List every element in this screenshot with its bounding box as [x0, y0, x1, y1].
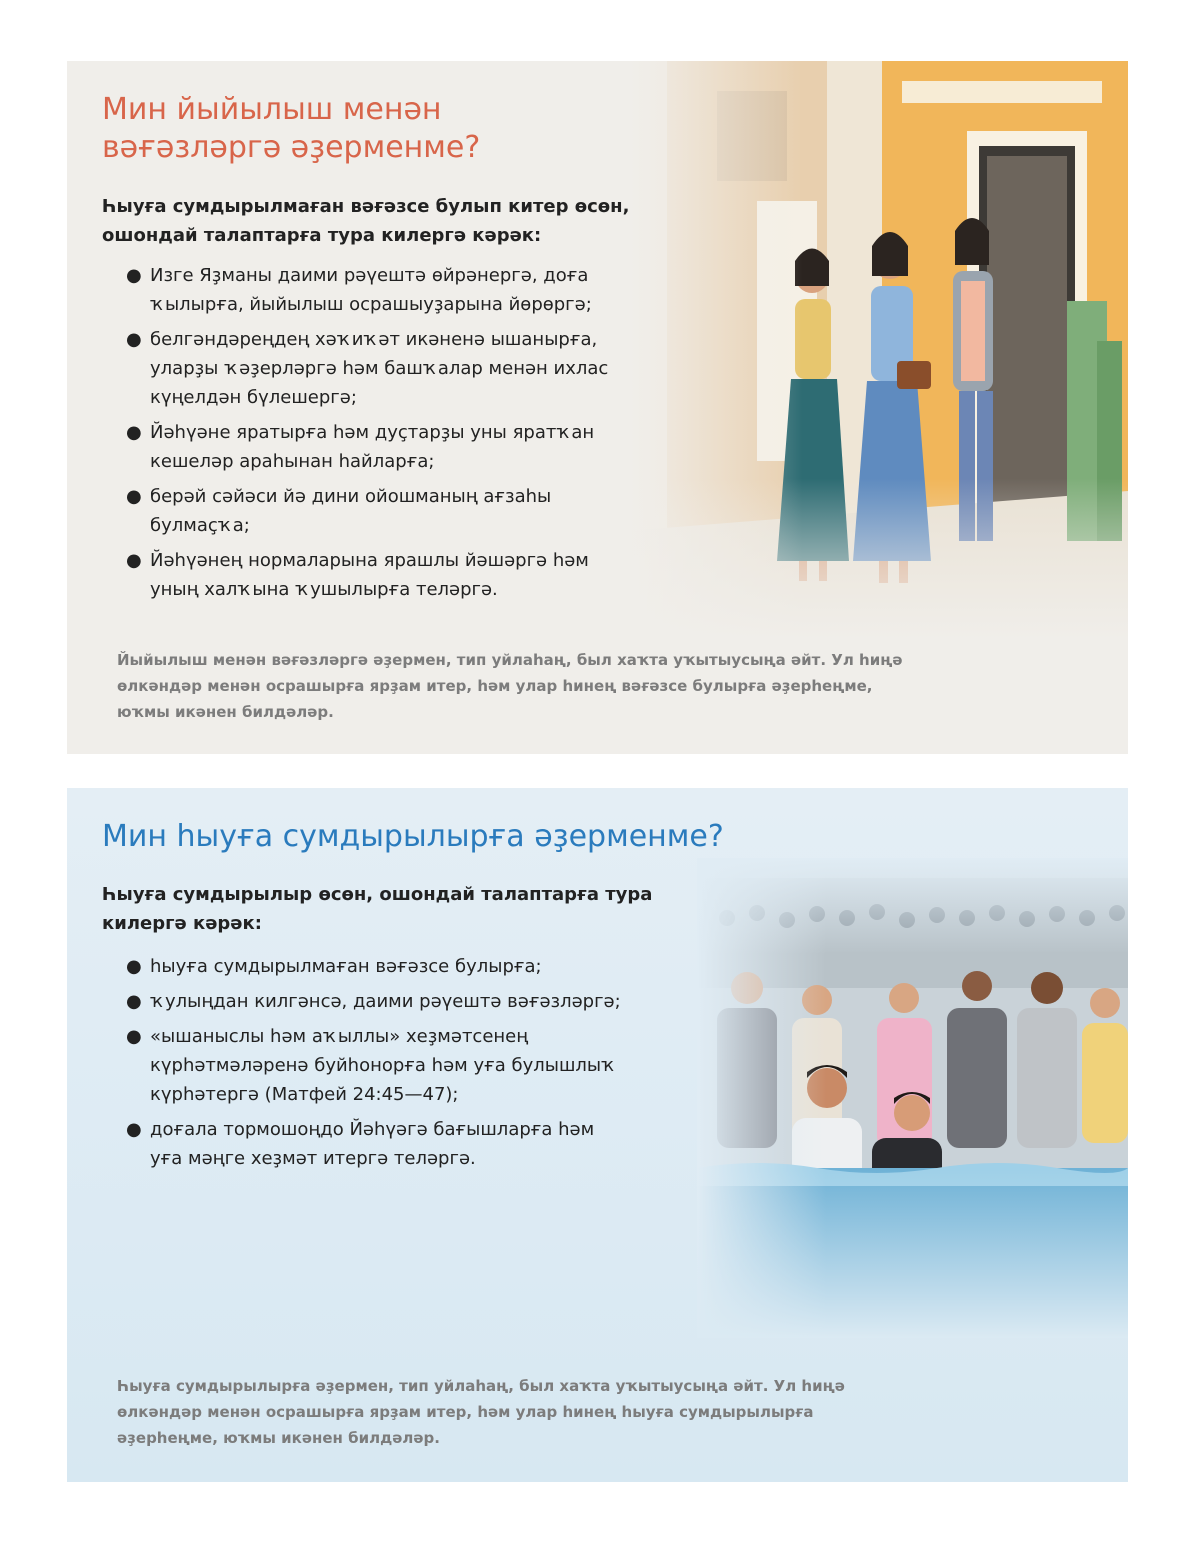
baptism-illustration	[697, 858, 1128, 1338]
requirements-list	[102, 261, 632, 610]
page-title: Мин йыйылыш менән вәғәзләргә әҙерменме?	[102, 92, 481, 165]
baptism-panel	[67, 788, 1128, 1482]
list-item: ● берәй сәйәси йә дини ойошманың ағзаһы булмаҫҡа;	[102, 482, 632, 540]
preach-panel	[67, 61, 1128, 754]
page-title: Мин һыуға сумдырылырға әҙерменме?	[102, 819, 724, 854]
bullet-icon: ●	[126, 550, 142, 571]
requirements-list	[102, 952, 632, 1179]
list-item: ● «ышаныслы һәм аҡыллы» хеҙмәтсенең күрһәтмәләренә буйһонорға һәм уға булышлыҡ күрһәтергә (Матфей 24:45—47);	[102, 1022, 632, 1109]
teacher-note: Һыуға сумдырылырға әҙермен, тип уйлаһаң, был хаҡта уҡытыусыңа әйт. Ул һиңә өлкәндәр менән осрашырға ярҙам итер, һәм улар һинең һыуға сумдырылырға әҙерһеңме, юҡмы икәнен билдәләр.	[117, 1377, 845, 1447]
list-item: ● һыуға сумдырылмаған вәғәзсе булырға;	[102, 952, 632, 981]
bullet-icon: ●	[126, 486, 142, 507]
bullet-icon: ●	[126, 1026, 142, 1047]
list-item: ● ҡулыңдан килгәнсә, даими рәүештә вәғәзләргә;	[102, 987, 632, 1016]
list-item: ● Йәһүәне яратырға һәм дуҫтарҙы уны яратҡан кешеләр араһынан һайларға;	[102, 418, 632, 476]
list-item: ● Изге Яҙманы даими рәүештә өйрәнергә, доға ҡылырға, йыйылыш осрашыуҙарына йөрөргә;	[102, 261, 632, 319]
requirements-lead: Һыуға сумдырылыр өсөн, ошондай талаптарға тура килергә кәрәк:	[102, 884, 653, 934]
teacher-note: Йыйылыш менән вәғәзләргә әҙермен, тип уйлаһаң, был хаҡта уҡытыусыңа әйт. Ул һиңә өлкәндәр менән осрашырға ярҙам итер, һәм улар һинең вәғәзсе булырға әҙерһеңме, юҡмы икәнен билдәләр.	[117, 651, 903, 721]
bullet-icon: ●	[126, 265, 142, 286]
bullet-icon: ●	[126, 956, 142, 977]
bullet-icon: ●	[126, 422, 142, 443]
list-item: ● доғала тормошоңдо Йәһүәгә бағышларға һәм уға мәңге хеҙмәт итергә теләргә.	[102, 1115, 632, 1173]
requirements-lead: Һыуға сумдырылмаған вәғәзсе булып китер өсөн, ошондай талаптарға тура килергә кәрәк:	[102, 196, 630, 246]
bullet-icon: ●	[126, 1119, 142, 1140]
door-to-door-illustration	[627, 61, 1128, 641]
bullet-icon: ●	[126, 991, 142, 1012]
list-item: ● Йәһүәнең нормаларына ярашлы йәшәргә һәм уның халҡына ҡушылырға теләргә.	[102, 546, 632, 604]
list-item: ● белгәндәреңдең хәҡиҡәт икәненә ышанырға, уларҙы ҡәҙерләргә һәм башҡалар менән ихлас күңелдән бүлешергә;	[102, 325, 632, 412]
bullet-icon: ●	[126, 329, 142, 350]
